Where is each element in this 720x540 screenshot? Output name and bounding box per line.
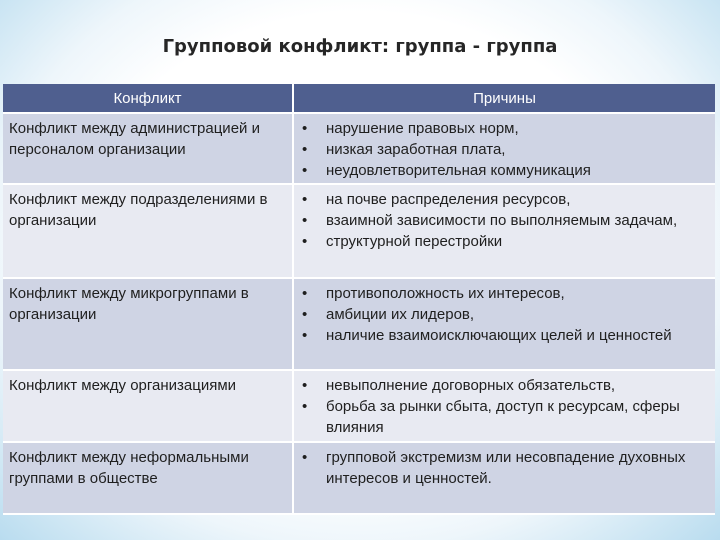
cause-item: • противоположность их интересов,	[300, 283, 709, 304]
table-row	[3, 442, 715, 514]
cause-item: • борьба за рынки сбыта, доступ к ресурсам, сферы влияния	[300, 396, 709, 438]
cause-list	[300, 189, 709, 252]
cause-item: • наличие взаимоисключающих целей и ценностей	[300, 325, 709, 346]
cause-item: • на почве распределения ресурсов,	[300, 189, 709, 210]
column-header-conflict: Конфликт	[3, 84, 293, 113]
table-row	[3, 184, 715, 278]
causes-cell	[293, 113, 715, 184]
conflict-cell	[3, 370, 293, 442]
conflict-label: Конфликт между администрацией и персоналом организации	[9, 120, 260, 158]
conflict-label: Конфликт между неформальными группами в обществе	[9, 449, 249, 487]
table-header-row	[3, 84, 715, 113]
cause-list	[300, 375, 709, 438]
conflict-label: Конфликт между подразделениями в организации	[9, 191, 268, 229]
cause-list	[300, 118, 709, 181]
table-row	[3, 113, 715, 184]
cause-list	[300, 283, 709, 346]
cause-item: • неудовлетворительная коммуникация	[300, 160, 709, 181]
cause-item: • нарушение правовых норм,	[300, 118, 709, 139]
causes-cell	[293, 370, 715, 442]
column-header-causes: Причины	[293, 84, 715, 113]
conflict-label: Конфликт между организациями	[9, 377, 237, 394]
cause-item: • структурной перестройки	[300, 231, 709, 252]
conflict-cell	[3, 184, 293, 278]
cause-item: • амбиции их лидеров,	[300, 304, 709, 325]
conflict-cell	[3, 278, 293, 370]
causes-cell	[293, 442, 715, 514]
causes-cell	[293, 278, 715, 370]
cause-item: • низкая заработная плата,	[300, 139, 709, 160]
table-row	[3, 278, 715, 370]
table-row	[3, 370, 715, 442]
causes-cell	[293, 184, 715, 278]
conflict-cell	[3, 442, 293, 514]
conflict-table	[3, 84, 715, 515]
cause-item: • групповой экстремизм или несовпадение духовных интересов и ценностей.	[300, 447, 709, 489]
cause-list	[300, 447, 709, 489]
conflict-cell	[3, 113, 293, 184]
cause-item: • взаимной зависимости по выполняемым задачам,	[300, 210, 709, 231]
cause-item: • невыполнение договорных обязательств,	[300, 375, 709, 396]
slide-title: Групповой конфликт: группа - группа	[162, 36, 558, 57]
conflict-label: Конфликт между микрогруппами в организации	[9, 285, 249, 323]
